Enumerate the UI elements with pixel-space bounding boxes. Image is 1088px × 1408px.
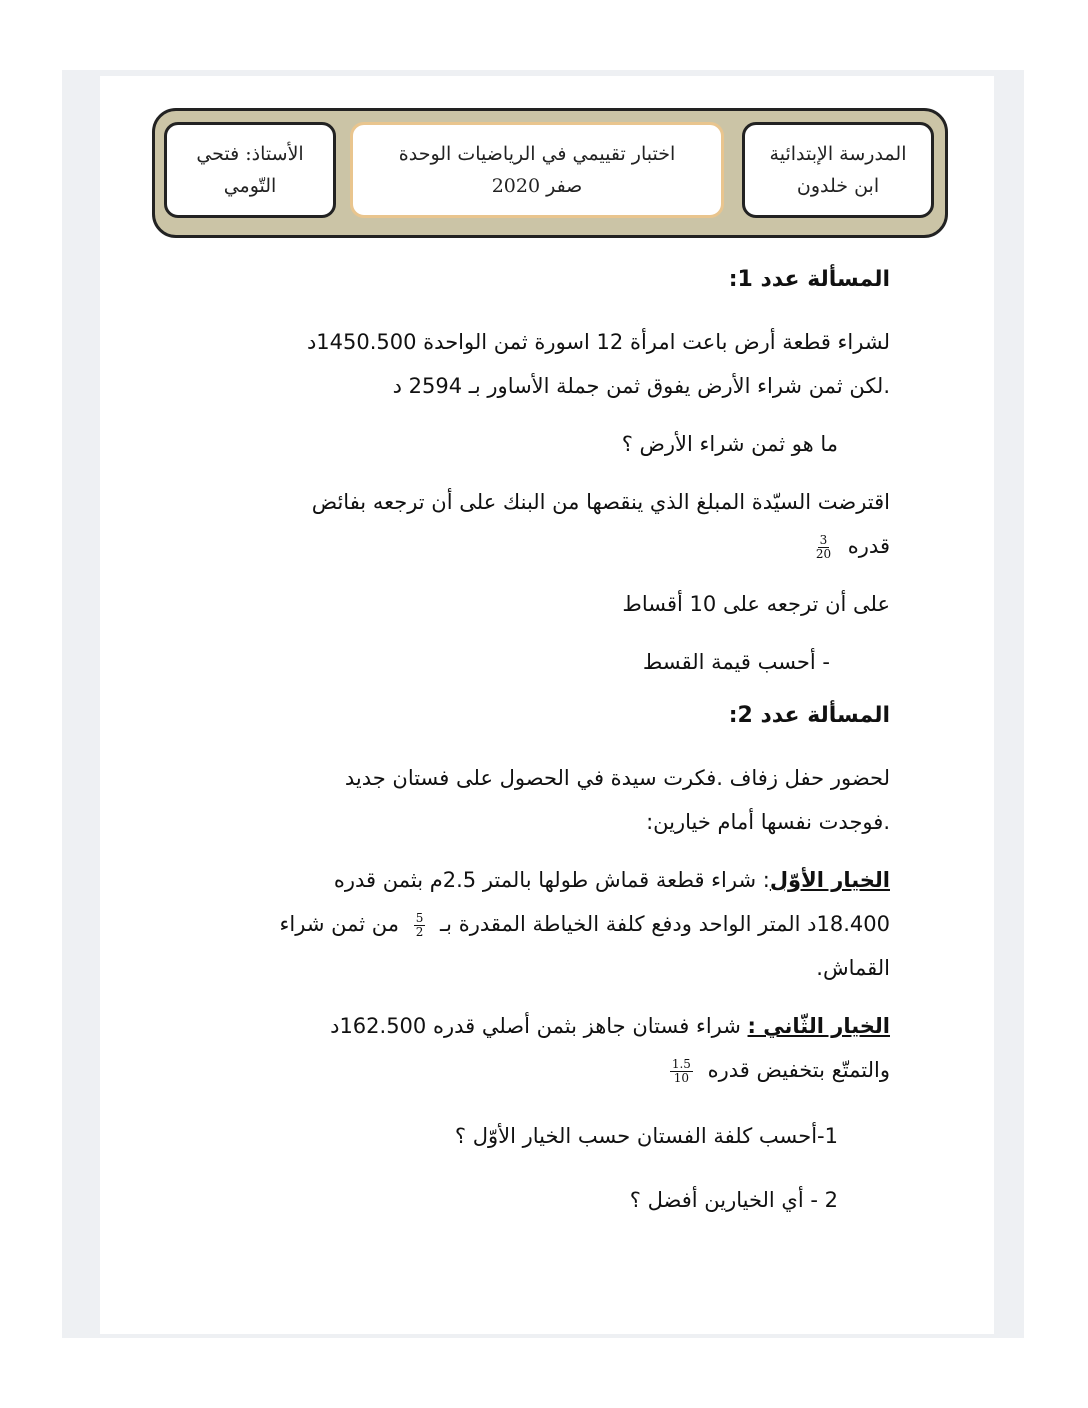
option2-text-b: والتمتّع بتخفيض قدره [707, 1058, 890, 1082]
problem1-line5: على أن ترجعه على 10 أقساط [622, 592, 890, 616]
tailoring-fraction [414, 912, 426, 939]
problem2-title: المسألة عدد 2: [728, 703, 890, 728]
problem1-title: المسألة عدد 1: [728, 267, 890, 292]
teacher-name: التّومي [223, 175, 277, 197]
exam-title-box [350, 122, 724, 218]
problem1-line3: اقترضت السيّدة المبلغ الذي ينقصها من البنك على أن ترجعه بفائض [311, 490, 890, 514]
problem1-loan [200, 480, 890, 568]
option1-text-b: 18.400د المتر الواحد ودفع كلفة الخياطة المقدرة بـ [440, 912, 890, 936]
option2-line1 [200, 1004, 890, 1048]
problem1-line4 [200, 524, 890, 568]
problem1-question2: - أحسب قيمة القسط [642, 650, 830, 674]
option2-text-a: شراء فستان جاهز بثمن أصلي قدره 162.500د [330, 1014, 741, 1038]
problem2-question1: 1-أحسب كلفة الفستان حسب الخيار الأوّل ؟ [454, 1124, 838, 1148]
option2-label: الخيار الثّاني : [747, 1014, 890, 1038]
option1-text-a: : شراء قطعة قماش طولها بالمتر 2.5م بثمن قدره [333, 868, 770, 892]
option2-line2 [200, 1048, 890, 1092]
problem2-line2: .فوجدت نفسها أمام خيارين: [646, 810, 890, 834]
option1-text-d: القماش. [816, 956, 890, 980]
problem1-question1: ما هو ثمن شراء الأرض ؟ [621, 432, 838, 456]
fraction-numerator: 1.5 [671, 1056, 691, 1071]
fraction-denominator: 2 [415, 924, 424, 939]
problem2-question2: 2 - أي الخيارين أفضل ؟ [629, 1188, 838, 1212]
option2 [200, 1004, 890, 1092]
interest-fraction [814, 534, 833, 561]
option1-text-c: من ثمن شراء [279, 912, 399, 936]
problem1-line2: .لكن ثمن شراء الأرض يفوق ثمن جملة الأساور بـ 2594 د [392, 374, 890, 398]
exam-date: صفر 2020 [491, 175, 583, 197]
option1-line1 [200, 858, 890, 902]
fraction-numerator: 3 [819, 532, 828, 547]
problem2-line1: لحضور حفل زفاف .فكرت سيدة في الحصول على فستان جديد [344, 766, 890, 790]
problem1-line4-text: قدره [847, 534, 890, 558]
teacher-box [164, 122, 336, 218]
fraction-numerator: 5 [415, 910, 424, 925]
problem1-statement [200, 320, 890, 408]
school-name: المدرسة الإبتدائية [769, 143, 907, 165]
exam-title: اختبار تقييمي في الرياضيات الوحدة [398, 143, 676, 165]
exam-content [200, 250, 890, 1220]
fraction-denominator: 20 [815, 546, 832, 561]
option1-label: الخيار الأوّل [769, 868, 890, 892]
problem2-statement [200, 756, 890, 844]
school-box [742, 122, 934, 218]
option1-line2 [200, 902, 890, 946]
problem1-line1: لشراء قطعة أرض باعت امرأة 12 اسورة ثمن الواحدة 1450.500د [306, 330, 890, 354]
teacher-label: الأستاذ: فتحي [196, 143, 304, 165]
discount-fraction [670, 1058, 693, 1085]
fraction-denominator: 10 [673, 1070, 690, 1085]
option1 [200, 858, 890, 990]
school-subname: ابن خلدون [796, 175, 880, 197]
